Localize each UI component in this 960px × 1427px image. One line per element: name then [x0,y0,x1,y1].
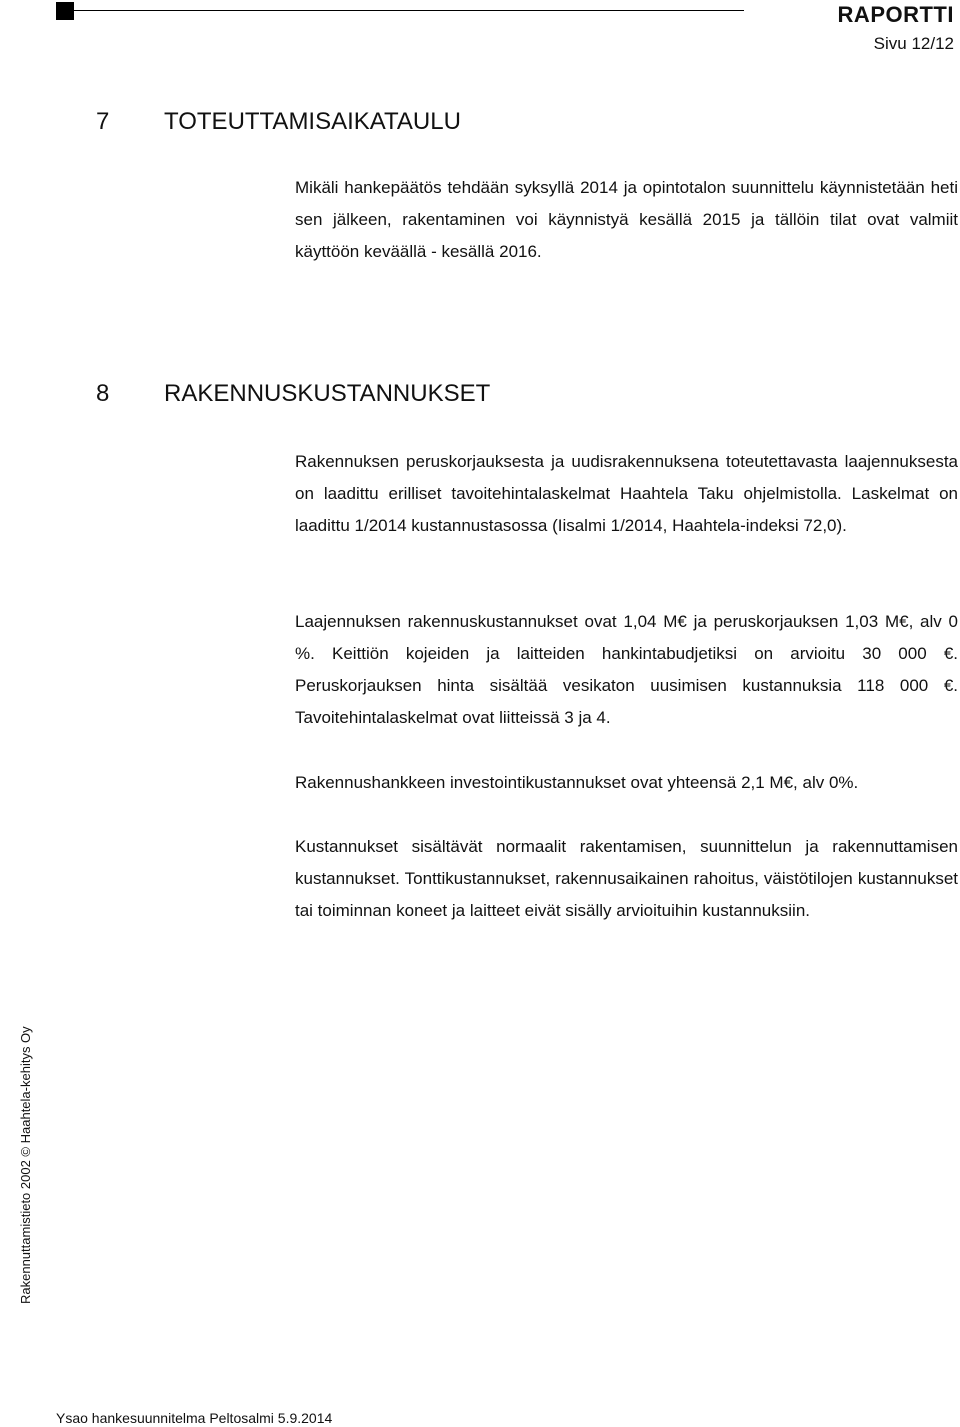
section-number: 8 [96,380,110,407]
header-square [56,2,74,20]
section-number: 7 [96,108,110,135]
section-heading [96,380,490,408]
section-heading [96,108,461,136]
footer-text: Ysao hankesuunnitelma Peltosalmi 5.9.2014 [56,1410,333,1426]
paragraph: Mikäli hankepäätös tehdään syksyllä 2014 ja opintotalon suunnittelu käynnistetään heti sen jälkeen, rakentaminen voi käynnistyä kesällä 2015 ja tällöin tilat ovat valmiit käyttöön keväällä - kesällä 2016. [295,178,958,261]
side-copyright: Rakennuttamistieto 2002 © Haahtela-kehitys Oy [18,1026,33,1304]
paragraph: Rakennuksen peruskorjauksesta ja uudisrakennuksena toteutettavasta laajennuksesta on laadittu erilliset tavoitehintalaskelmat Haahtela Taku ohjelmistolla. Laskelmat on laadittu 1/2014 kustannustasossa (Iisalmi 1/2014, Haahtela-indeksi 72,0). [295,452,958,535]
header-rule [74,10,744,11]
page-number: Sivu 12/12 [873,34,954,53]
paragraph: Rakennushankkeen investointikustannukset ovat yhteensä 2,1 M€, alv 0%. [295,773,859,792]
paragraph: Kustannukset sisältävät normaalit rakentamisen, suunnittelun ja rakennuttamisen kustannukset. Tonttikustannukset, rakennusaikainen rahoitus, väistötilojen kustannukset tai toiminnan koneet ja laitteet eivät sisälly arvioituihin kustannuksiin. [295,837,958,920]
section-title: TOTEUTTAMISAIKATAULU [164,108,461,135]
section-title: RAKENNUSKUSTANNUKSET [164,380,491,407]
report-title: RAPORTTI [837,2,954,27]
paragraph: Laajennuksen rakennuskustannukset ovat 1,04 M€ ja peruskorjauksen 1,03 M€, alv 0 %. Keittiön kojeiden ja laitteiden hankintabudjetiksi on arvioitu 30 000 €. Peruskorjauksen hinta sisältää vesikaton uusimisen kustannuksia 118 000 €. Tavoitehintalaskelmat ovat liitteissä 3 ja 4. [295,612,958,727]
